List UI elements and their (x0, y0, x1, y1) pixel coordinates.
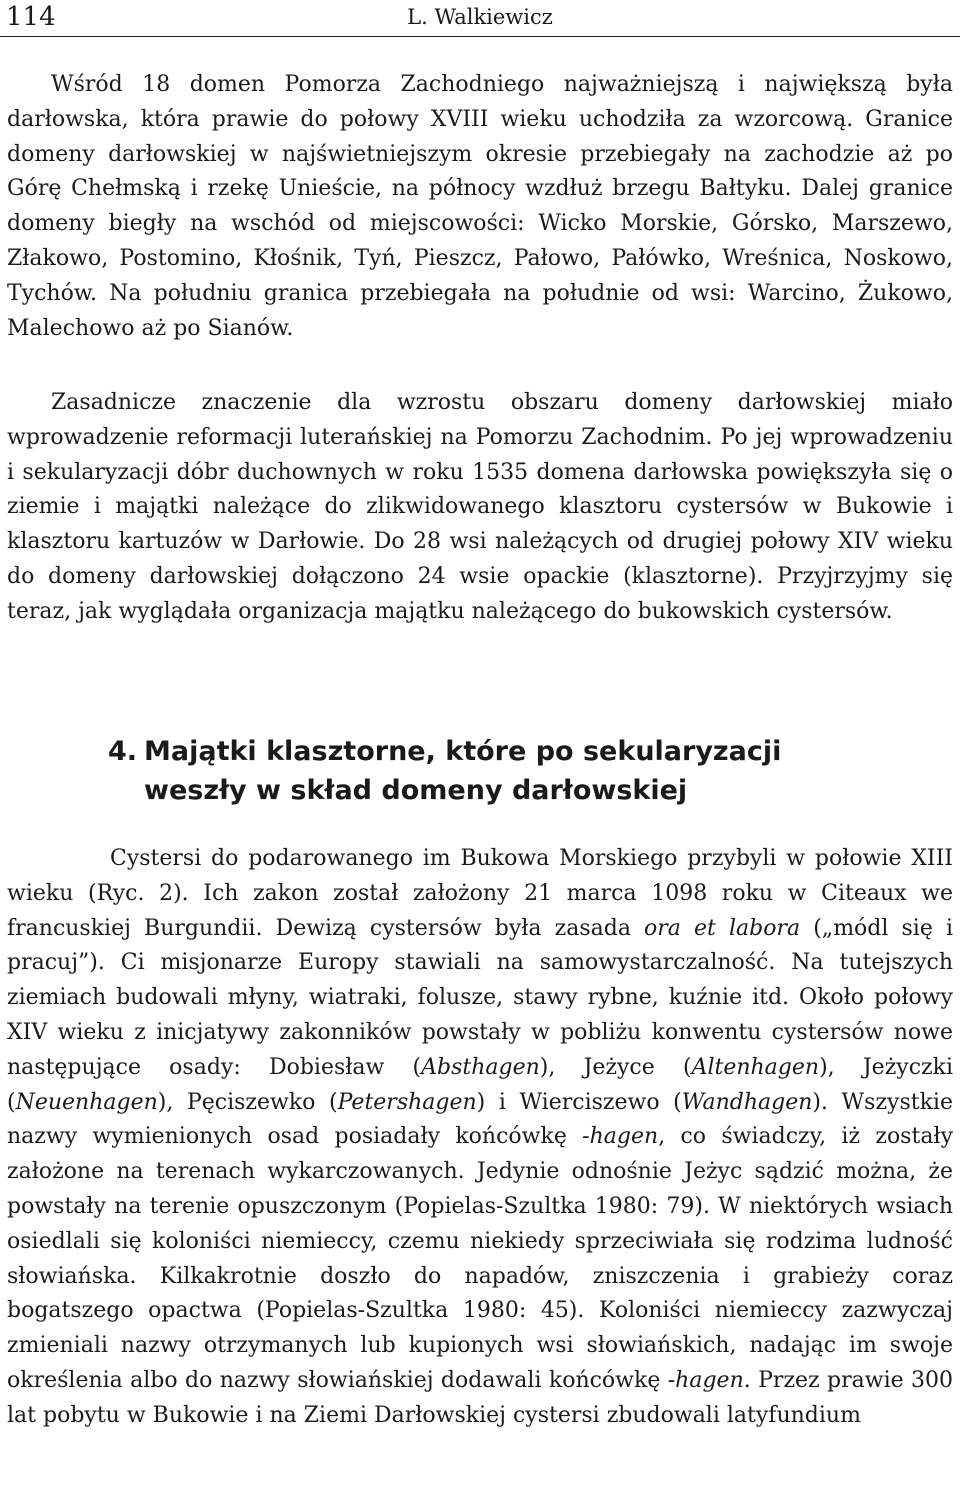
german-name-neuenhagen: Neuenhagen (15, 1089, 158, 1115)
running-head: L. Walkiewicz (407, 5, 553, 29)
page-header (0, 0, 960, 37)
paragraph-reformation: Zasadnicze znaczenie dla wzrostu obszaru domeny darłowskiej miało wprowadzenie reformacji luterańskiej na Pomorzu Zachodnim. Po jej wprowadzeniu i sekularyzacji dóbr duchownych w roku 1535 domena darłowska powiększyła się o ziemie i majątki należące do zlikwidowanego klasztoru cystersów w Bukowie i klasztoru kartuzów w Darłowie. Do 28 wsi należących od drugiej połowy XIV wieku do domeny darłowskiej dołączono 24 wsie opackie (klasztorne). Przyjrzyjmy się teraz, jak wyglądała organizacja majątku należącego do bukowskich cystersów. (7, 390, 953, 624)
latin-motto: ora et labora (644, 915, 801, 941)
german-name-altenhagen: Altenhagen (691, 1054, 820, 1080)
suffix-hagen: -hagen (667, 1367, 744, 1393)
text-run: ), Pęciszewko ( (157, 1089, 338, 1115)
text-run: ). Wszystkie nazwy wymienionych osad posiadały końcówkę (7, 1089, 953, 1150)
paragraph-cistercians (7, 842, 953, 1434)
german-name-absthagen: Absthagen (421, 1054, 540, 1080)
text-run: . Przez prawie 300 lat pobytu w Bukowie i na Ziemi Darłowskiej cystersi zbudowali latyfundium (7, 1367, 953, 1428)
text-run: ), Jeżyczki ( (7, 1054, 953, 1115)
german-name-wandhagen: Wandhagen (681, 1089, 813, 1115)
section-number: 4. (108, 736, 138, 767)
page-number: 114 (6, 2, 56, 32)
suffix-hagen: -hagen (582, 1124, 659, 1150)
section-title-line2: weszły w skład domeny darłowskiej (144, 775, 688, 806)
text-run: („módl się i pracuj”). Ci misjonarze Europy stawiali na samowystarczalność. Na tutejszych ziemiach budowali młyny, wiatraki, folusze, stawy rybne, kuźnie itd. Około połowy XIV wieku z inicjatywy zakonników powstały w pobliżu konwentu cystersów nowe następujące osady: Dobiesław ( (7, 915, 953, 1080)
section-title-line1: Majątki klasztorne, które po sekularyzacji (144, 736, 782, 767)
text-run: , co świadczy, iż zostały założone na terenach wykarczowanych. Jedynie odnośnie Jeżyc sądzić można, że powstały na terenie opuszczonym (Popielas-Szultka 1980: 79). W niektórych wsiach osiedlali się koloniści niemieccy, czemu niekiedy sprzeciwiała się rodzima ludność słowiańska. Kilkakrotnie doszło do napadów, zniszczenia i grabieży coraz bogatszego opactwa (Popielas-Szultka 1980: 45). Koloniści niemieccy zazwyczaj zmieniali nazwy otrzymanych lub kupionych wsi słowiańskich, nadając im swoje określenia albo do nazwy słowiańskiej dodawali końcówkę (7, 1124, 953, 1393)
section-heading (108, 732, 781, 810)
text-run: ) i Wierciszewo ( (476, 1089, 682, 1115)
paragraph-domain-borders: Wśród 18 domen Pomorza Zachodniego najważniejszą i największą była darłowska, która prawie do połowy XVIII wieku uchodziła za wzorcową. Granice domeny darłowskiej w najświetniejszym okresie przebiegały na zachodzie aż po Górę Chełmską i rzekę Unieście, na północy wzdłuż brzegu Bałtyku. Dalej granice domeny biegły na wschód od miejscowości: Wicko Morskie, Górsko, Marszewo, Złakowo, Postomino, Kłośnik, Tyń, Pieszcz, Pałowo, Pałówko, Wreśnica, Noskowo, Tychów. Na południu granica przebiegała na południe od wsi: Warcino, Żukowo, Malechowo aż po Sianów. (7, 72, 953, 341)
text-run: Cystersi do podarowanego im Bukowa Morskiego przybyli w połowie XIII wieku (Ryc. 2). Ich zakon został założony 21 marca 1098 roku w Citeaux we francuskiej Burgundii. Dewizą cystersów była zasada (7, 846, 953, 941)
text-run: ), Jeżyce ( (539, 1054, 692, 1080)
german-name-petershagen: Petershagen (337, 1089, 477, 1115)
